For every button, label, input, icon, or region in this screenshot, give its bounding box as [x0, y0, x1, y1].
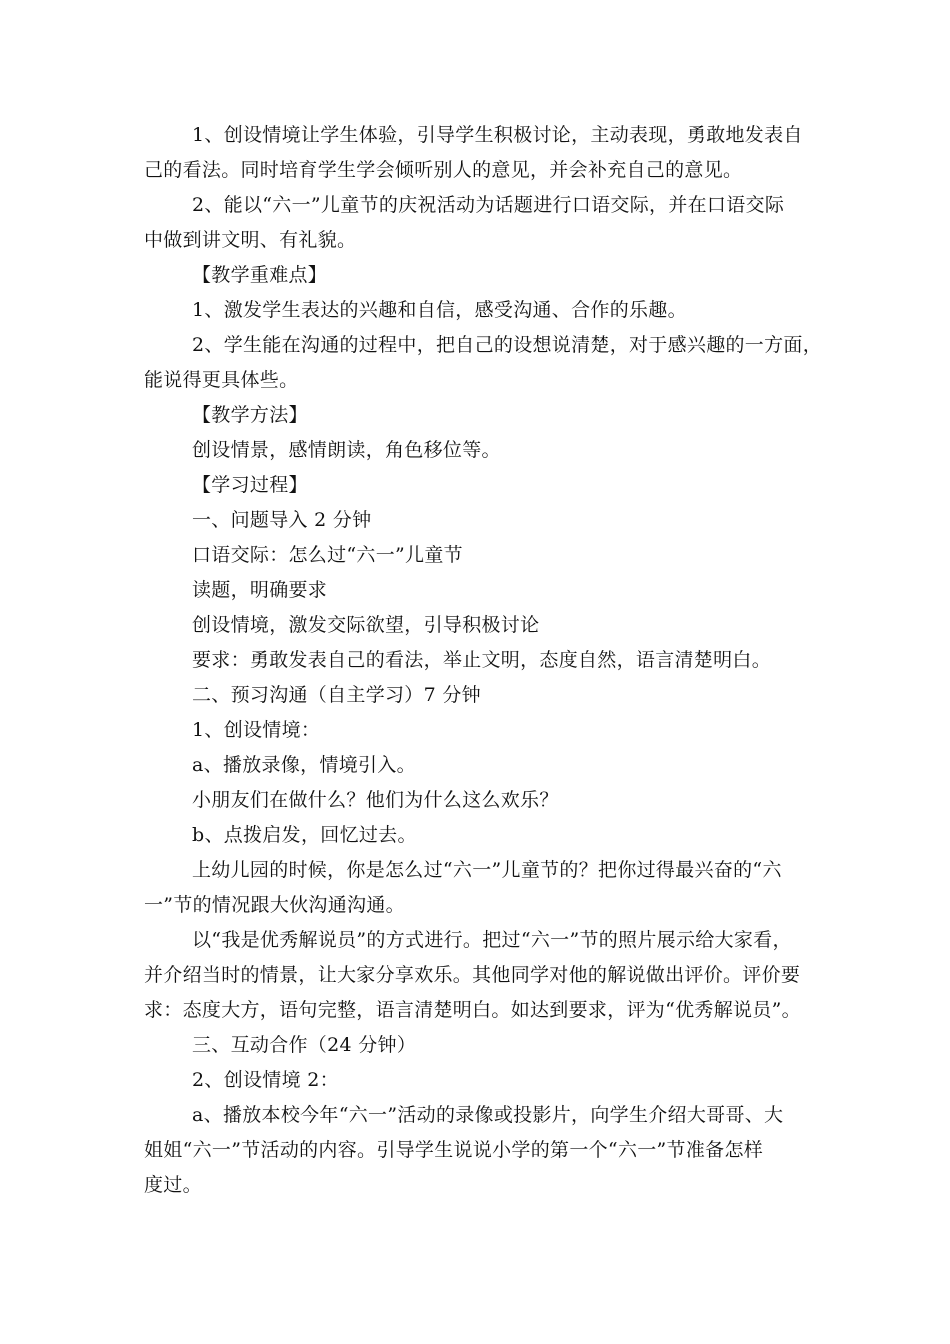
paragraph-line: 口语交际：怎么过“六一”儿童节 [192, 544, 463, 566]
paragraph-line: 能说得更具体些。 [144, 369, 299, 391]
paragraph-line: 上幼儿园的时候，你是怎么过“六一”儿童节的？把你过得最兴奋的“六 [192, 859, 782, 881]
paragraph-line: 求：态度大方，语句完整，语言清楚明白。如达到要求，评为“优秀解说员”。 [144, 999, 801, 1021]
step-heading: 三、互动合作（24 分钟） [192, 1034, 417, 1056]
paragraph-line: 读题，明确要求 [192, 579, 328, 601]
section-heading: 【教学重难点】 [192, 264, 328, 286]
paragraph-line: 中做到讲文明、有礼貌。 [144, 229, 357, 251]
paragraph-line: 1、创设情境让学生体验，引导学生积极讨论，主动表现，勇敢地发表自 [192, 124, 803, 146]
step-heading: 二、预习沟通（自主学习）7 分钟 [192, 684, 481, 706]
paragraph-line: a、播放本校今年“六一”活动的录像或投影片，向学生介绍大哥哥、大 [192, 1104, 784, 1126]
paragraph-line: 1、激发学生表达的兴趣和自信，感受沟通、合作的乐趣。 [192, 299, 687, 321]
paragraph-line: 2、学生能在沟通的过程中，把自己的设想说清楚，对于感兴趣的一方面， [192, 334, 822, 356]
paragraph-line: 以“我是优秀解说员”的方式进行。把过“六一”节的照片展示给大家看， [192, 929, 792, 951]
section-heading: 【教学方法】 [192, 404, 308, 426]
paragraph-line: 创设情景，感情朗读，角色移位等。 [192, 439, 501, 461]
paragraph-line: 度过。 [144, 1174, 202, 1196]
paragraph-line: 一”节的情况跟大伙沟通沟通。 [144, 894, 405, 916]
paragraph-line: 姐姐“六一”节活动的内容。引导学生说说小学的第一个“六一”节准备怎样 [144, 1139, 764, 1161]
step-heading: 一、问题导入 2 分钟 [192, 509, 372, 531]
document-body [144, 118, 822, 1203]
paragraph-line: 2、创设情境 2： [192, 1069, 339, 1091]
paragraph-line: 小朋友们在做什么？他们为什么这么欢乐？ [192, 789, 559, 811]
paragraph-line: 创设情境，激发交际欲望，引导积极讨论 [192, 614, 540, 636]
paragraph-line: 2、能以“六一”儿童节的庆祝活动为话题进行口语交际，并在口语交际 [192, 194, 785, 216]
paragraph-line: a、播放录像，情境引入。 [192, 754, 416, 776]
paragraph-line: 1、创设情境： [192, 719, 321, 741]
paragraph-line: 己的看法。同时培育学生学会倾听别人的意见，并会补充自己的意见。 [144, 159, 743, 181]
section-heading: 【学习过程】 [192, 474, 308, 496]
paragraph-line: 要求：勇敢发表自己的看法，举止文明，态度自然，语言清楚明白。 [192, 649, 772, 671]
paragraph-line: 并介绍当时的情景，让大家分享欢乐。其他同学对他的解说做出评价。评价要 [144, 964, 801, 986]
paragraph-line: b、点拨启发，回忆过去。 [192, 824, 417, 846]
